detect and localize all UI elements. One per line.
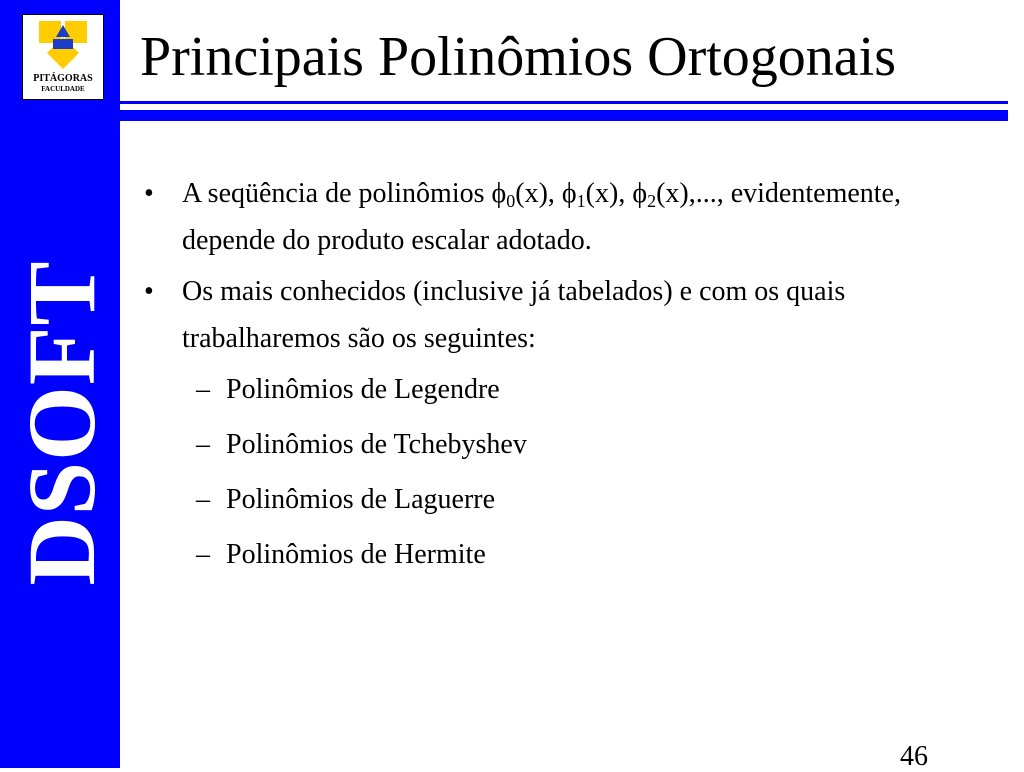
sub-item-laguerre bbox=[140, 476, 1000, 523]
bullet-mark: • bbox=[144, 178, 154, 209]
bullet-text: Os mais conhecidos (inclusive já tabelados) e com os quais trabalharemos são os seguintes: bbox=[182, 276, 846, 354]
bullet-item bbox=[140, 268, 1000, 362]
logo-subtitle: FACULDADE bbox=[41, 85, 85, 93]
brand-vertical-text: DSOFT bbox=[8, 260, 115, 586]
sub-item-legendre bbox=[140, 366, 1000, 413]
pitagoras-emblem-icon bbox=[23, 15, 103, 73]
title-rule-thick bbox=[120, 110, 1008, 121]
dash-mark: – bbox=[196, 374, 210, 405]
dash-mark: – bbox=[196, 539, 210, 570]
sub-item-text: Polinômios de Tchebyshev bbox=[226, 429, 527, 460]
phi-symbol: ϕ bbox=[491, 178, 507, 209]
sub-item-text: Polinômios de Laguerre bbox=[226, 484, 496, 515]
logo-name: PITÁGORAS bbox=[33, 73, 93, 84]
page-number: 46 bbox=[900, 741, 928, 772]
sidebar-band bbox=[0, 0, 120, 768]
bullet-item bbox=[140, 170, 1000, 264]
dash-mark: – bbox=[196, 429, 210, 460]
sub-item-text: Polinômios de Legendre bbox=[226, 374, 500, 405]
sub-item-hermite bbox=[140, 531, 1000, 578]
sub-item-tchebyshev bbox=[140, 421, 1000, 468]
pitagoras-logo bbox=[22, 14, 104, 100]
bullet-text: A seqüência de polinômios $\phi_0(x)$, $\phi_1(x)$, $\phi_2(x)$,..., evidentemente, depende do produto escalar adotado. bbox=[182, 178, 901, 256]
title-rule-thin bbox=[120, 101, 1008, 104]
slide-title: Principais Polinômios Ortogonais bbox=[140, 26, 896, 88]
phi-symbol: ϕ bbox=[561, 178, 577, 209]
dash-mark: – bbox=[196, 484, 210, 515]
sub-item-text: Polinômios de Hermite bbox=[226, 539, 486, 570]
phi-symbol: ϕ bbox=[632, 178, 648, 209]
slide-content bbox=[140, 170, 1000, 586]
bullet-mark: • bbox=[144, 276, 154, 307]
